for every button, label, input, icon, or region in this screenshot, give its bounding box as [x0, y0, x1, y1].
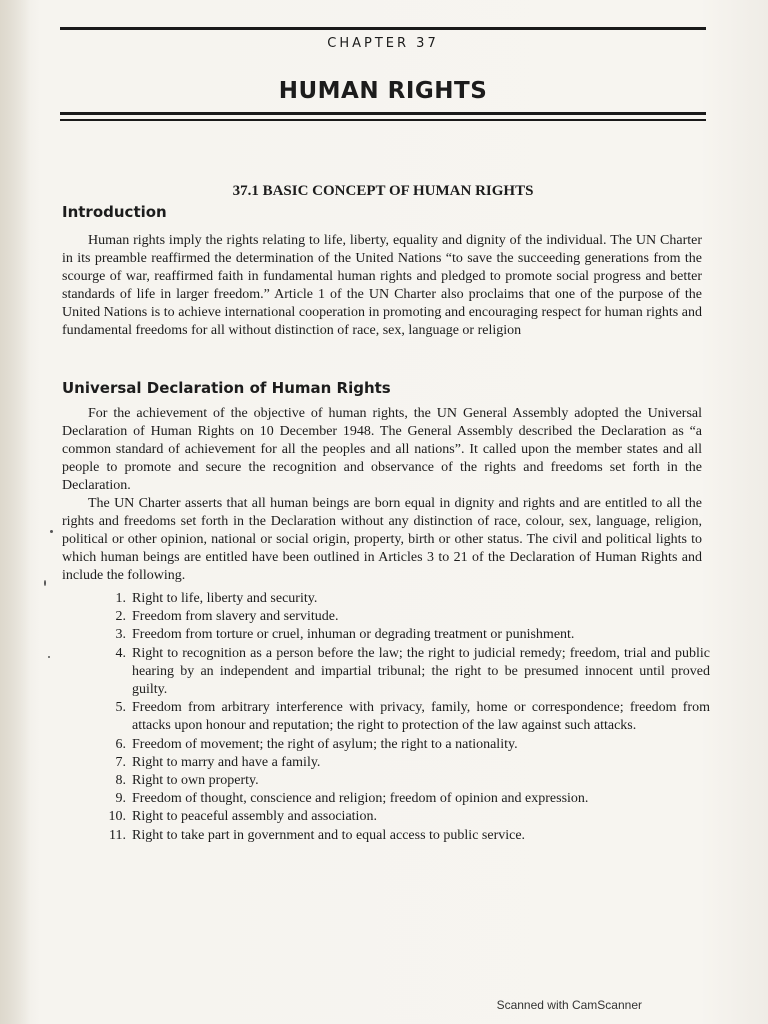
list-item-number: 3.	[115, 627, 126, 643]
list-item-text: Right to take part in government and to equal access to public service.	[132, 827, 526, 843]
list-item-text: Right to marry and have a family.	[132, 754, 321, 770]
rights-list-item	[100, 790, 710, 808]
list-item-number: 9.	[115, 791, 126, 807]
page-edge-shadow	[0, 0, 30, 1024]
udhr-paragraph-1	[62, 405, 702, 495]
chapter-label: CHAPTER 37	[327, 36, 439, 51]
list-item-text: Freedom from torture or cruel, inhuman or degrading treatment or punishment.	[132, 627, 575, 643]
scanner-watermark: Scanned with CamScanner	[496, 998, 642, 1012]
rights-list-item	[100, 736, 710, 754]
udhr-heading: Universal Declaration of Human Rights	[62, 379, 391, 397]
chapter-title: HUMAN RIGHTS	[278, 78, 488, 104]
rights-list	[100, 590, 710, 845]
list-item-number: 4.	[115, 645, 126, 661]
rights-list-item	[100, 699, 710, 735]
list-item-number: 5.	[115, 700, 126, 716]
rights-list-item	[100, 626, 710, 644]
list-item-number: 8.	[115, 773, 126, 789]
list-item-text: Freedom of movement; the right of asylum; the right to a nationality.	[132, 736, 518, 752]
introduction-text: Human rights imply the rights relating to life, liberty, equality and dignity of the individual. The UN Charter in its preamble reaffirmed the determination of the United Nations “to save the succeeding generations from the scourge of war, reaffirmed faith in fundamental human rights and pledged to promote social progress and better standards of life in larger freedom.” Article 1 of the UN Charter also proclaims that one of the purpose of the United Nations is to achieve international cooperation in promoting and encouraging respect for human rights and fundamental freedoms for all without distinction of race, sex, language or religion	[62, 233, 702, 338]
rights-list-item	[100, 590, 710, 608]
list-item-text: Right to recognition as a person before the law; the right to judicial remedy; freedom, trial and public hearing by an independent and impartial tribunal; the right to be presumed innocent until proved guilty.	[132, 645, 710, 698]
list-item-number: 2.	[115, 609, 126, 625]
rights-list-item	[100, 827, 710, 845]
list-item-number: 6.	[115, 736, 126, 752]
udhr-paragraph-2-text: The UN Charter asserts that all human beings are born equal in dignity and rights and are entitled to all the rights and freedoms set forth in the Declaration without any distinction of race, colour, sex, language, religion, political or other opinion, national or social origin, property, birth or other status. The civil and political lights to which human beings are entitled have been outlined in Articles 3 to 21 of the Declaration of Human Rights and include the following.	[62, 496, 702, 583]
list-item-text: Freedom from arbitrary interference with privacy, family, home or correspondence; freedom from attacks upon honour and reputation; the right to protection of the law against such attacks.	[132, 700, 710, 734]
list-item-text: Right to life, liberty and security.	[132, 591, 318, 606]
rights-list-item	[100, 808, 710, 826]
scan-speck	[50, 530, 53, 533]
scan-speck	[44, 580, 46, 586]
udhr-paragraph-1-text: For the achievement of the objective of human rights, the UN General Assembly adopted the Universal Declaration of Human Rights on 10 December 1948. The General Assembly described the Declaration as “a common standard of achievement for all the peoples and all nations”. It called upon the member states and all people to promote and secure the recognition and observance of the rights and freedoms set forth in the Declaration.	[62, 406, 702, 493]
list-item-number: 7.	[115, 754, 126, 770]
header-rule-bottom-thin	[60, 119, 706, 121]
list-item-number: 11.	[109, 827, 126, 843]
rights-list-item	[100, 772, 710, 790]
introduction-paragraph	[62, 232, 702, 340]
section-heading: 37.1 BASIC CONCEPT OF HUMAN RIGHTS	[232, 183, 534, 199]
list-item-number: 10.	[108, 809, 126, 825]
list-item-text: Freedom from slavery and servitude.	[132, 609, 339, 625]
rights-list-item	[100, 645, 710, 700]
introduction-heading: Introduction	[62, 203, 167, 221]
udhr-paragraph-2	[62, 495, 702, 585]
list-item-text: Right to peaceful assembly and association.	[132, 809, 377, 825]
header-rule-bottom	[60, 112, 706, 115]
rights-list-item	[100, 754, 710, 772]
list-item-text: Freedom of thought, conscience and religion; freedom of opinion and expression.	[132, 791, 589, 807]
list-item-text: Right to own property.	[132, 773, 259, 789]
header-rule-top	[60, 27, 706, 30]
scan-speck	[48, 656, 50, 658]
rights-list-item	[100, 608, 710, 626]
list-item-number: 1.	[115, 591, 126, 606]
